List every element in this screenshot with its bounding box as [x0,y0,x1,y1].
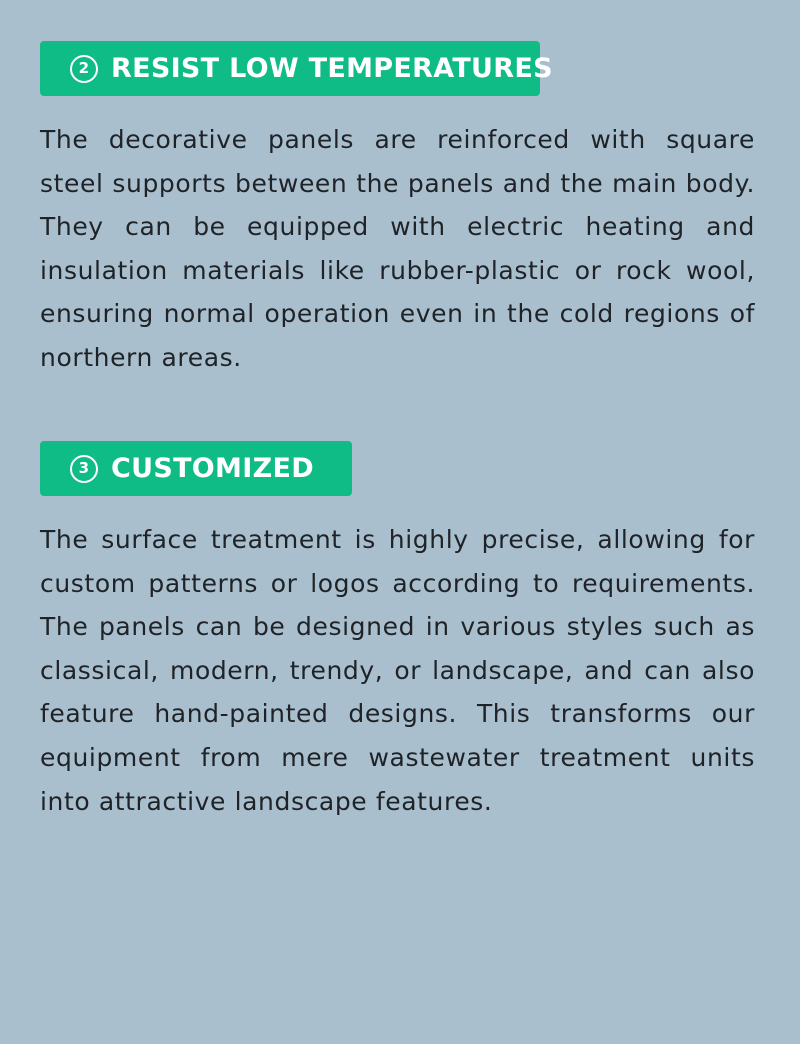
circled-number-icon: 3 [70,455,98,483]
section-heading: RESIST LOW TEMPERATURES [111,53,553,84]
section-heading-badge [40,441,352,496]
section-heading-badge [40,41,553,96]
section-body-text: The surface treatment is highly precise, allowing for custom patterns or logos according to requirements. The panels can be designed in various styles such as classical, modern, trendy, or landscape, and can also feature hand-painted designs. This transforms our equipment from mere wastewater treatment units into attractive landscape features. [40,525,755,816]
circled-number-icon: 2 [70,55,98,83]
section-heading: CUSTOMIZED [111,453,314,484]
section-body-text: The decorative panels are reinforced with square steel supports between the panels and the main body. They can be equipped with electric heating and insulation materials like rubber-plastic or rock wool, ensuring normal operation even in the cold regions of northern areas. [40,125,755,372]
section-resist-low-temperatures [40,41,755,380]
section-customized [40,441,755,823]
